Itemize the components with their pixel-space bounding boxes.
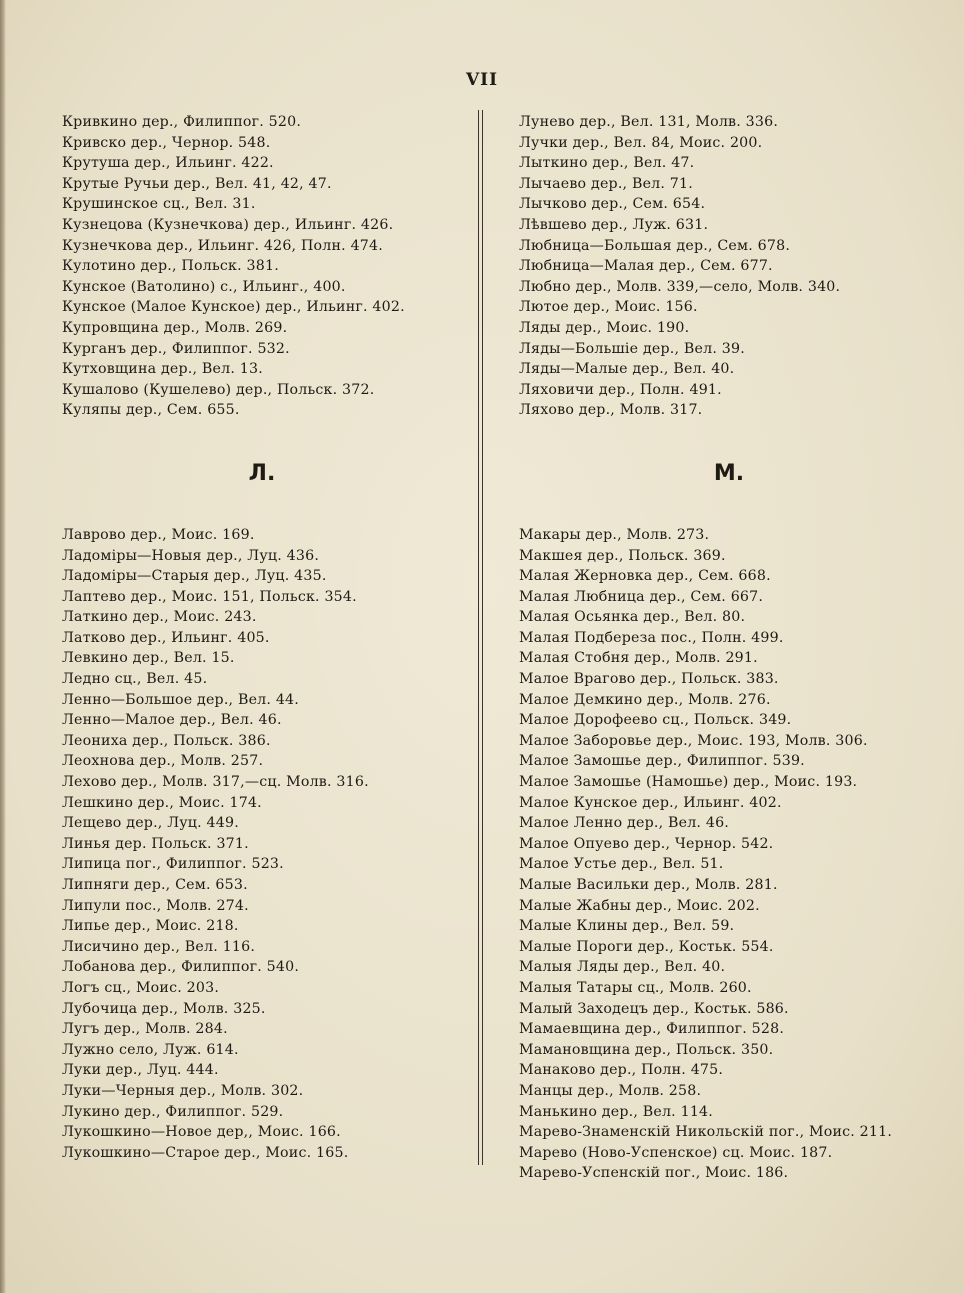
- index-entry: Ляхово дер., Молв. 317.: [519, 402, 703, 419]
- index-entry: Лычково дер., Сем. 654.: [519, 196, 706, 213]
- index-entry: Малое Демкино дер., Молв. 276.: [519, 691, 771, 708]
- index-entry: Крутуша дер., Ильинг. 422.: [62, 155, 274, 172]
- index-entry: Кунское (Малое Кунское) дер., Ильинг. 402.: [62, 299, 405, 316]
- right-column: [519, 112, 939, 1184]
- index-entry: Ленно—Малое дер., Вел. 46.: [62, 712, 282, 729]
- index-entry: Лугъ дер., Молв. 284.: [62, 1021, 228, 1038]
- index-entry: Кунское (Ватолино) с., Ильинг., 400.: [62, 278, 346, 295]
- index-entry: Малая Любница дер., Сем. 667.: [519, 588, 764, 605]
- index-entry: Ляховичи дер., Полн. 491.: [519, 381, 722, 398]
- index-entry: Крушинское сц., Вел. 31.: [62, 196, 256, 213]
- index-entry: Лешкино дер., Моис. 174.: [62, 794, 262, 811]
- index-entry: Любница—Малая дер., Сем. 677.: [519, 258, 773, 275]
- index-entry: Курганъ дер., Филиппог. 532.: [62, 340, 290, 357]
- index-entry: Лѣвшево дер., Луж. 631.: [519, 216, 709, 233]
- index-entry: Ляды дер., Моис. 190.: [519, 319, 690, 336]
- section-heading-m: М.: [713, 460, 745, 486]
- index-entry: Манцы дер., Молв. 258.: [519, 1082, 702, 1099]
- index-entry: Липняги дер., Сем. 653.: [62, 877, 248, 893]
- index-entry: Манаково дер., Полн. 475.: [519, 1062, 724, 1079]
- index-entry: Кутховщина дер., Вел. 13.: [62, 361, 263, 378]
- index-entry: Малая Жерновка дер., Сем. 668.: [519, 568, 771, 585]
- index-entry: Лукошкино—Новое дер,, Моис. 166.: [62, 1124, 341, 1141]
- index-entry: Кушалово (Кушелево) дер., Польск. 372.: [62, 381, 375, 398]
- index-entry: Лютое дер., Моис. 156.: [519, 299, 698, 316]
- page-number: VII: [465, 70, 499, 90]
- index-entry: Ленно—Большое дер., Вел. 44.: [62, 691, 299, 708]
- index-entry: Лехово дер., Молв. 317,—сц. Молв. 316.: [62, 774, 369, 791]
- index-entry: Ледно сц., Вел. 45.: [62, 671, 208, 688]
- left-entries-bottom: [62, 525, 462, 1163]
- section-heading-l: Л.: [248, 460, 276, 486]
- page-binding-shadow: [0, 0, 6, 1293]
- index-entry: Лаптево дер., Моис. 151, Польск. 354.: [62, 588, 357, 605]
- index-entry: Малое Дорофеево сц., Польск. 349.: [519, 712, 792, 729]
- index-entry: Малое Замошье (Намошье) дер., Моис. 193.: [519, 774, 858, 791]
- index-entry: Латково дер., Ильинг. 405.: [62, 629, 270, 646]
- index-entry: Малые Клины дер., Вел. 59.: [519, 918, 735, 935]
- index-entry: Мамаевщина дер., Филиппог. 528.: [519, 1021, 785, 1038]
- index-entry: Леониха дер., Польск. 386.: [62, 732, 271, 749]
- index-entry: Манькино дер., Вел. 114.: [519, 1103, 713, 1120]
- index-entry: Малое Ленно дер., Вел. 46.: [519, 815, 730, 832]
- index-entry: Мамановщина дер., Польск. 350.: [519, 1041, 774, 1058]
- column-divider-line: [478, 110, 479, 1165]
- index-entry: Лубочица дер., Молв. 325.: [62, 1000, 266, 1017]
- index-entry: Любница—Большая дер., Сем. 678.: [519, 237, 791, 254]
- index-entry: Малый Заходецъ дер., Костьк. 586.: [519, 1000, 789, 1017]
- index-entry: Луки дер., Луц. 444.: [62, 1062, 219, 1079]
- index-entry: Малые Жабны дер., Моис. 202.: [519, 897, 760, 914]
- left-entries-top: [62, 112, 462, 421]
- index-entry: Любно дер., Молв. 339,—село, Молв. 340.: [519, 278, 841, 295]
- index-entry: Марево (Ново-Успенское) сц. Моис. 187.: [519, 1144, 833, 1161]
- index-entry: Макары дер., Молв. 273.: [519, 526, 710, 543]
- index-entry: Ляды—Малые дер., Вел. 40.: [519, 361, 735, 378]
- index-entry: Ладоміры—Новыя дер., Луц. 436.: [62, 547, 320, 564]
- index-entry: Малая Осьянка дер., Вел. 80.: [519, 609, 746, 626]
- index-entry: Линья дер. Польск. 371.: [62, 835, 249, 852]
- index-entry: Лаврово дер., Моис. 169.: [62, 526, 255, 543]
- index-entry: Лукино дер., Филиппог. 529.: [62, 1103, 284, 1120]
- index-entry: Марево-Успенскій пог., Моис. 186.: [519, 1165, 789, 1182]
- index-entry: Малое Кунское дер., Ильинг. 402.: [519, 794, 782, 811]
- index-entry: Кузнецова (Кузнечкова) дер., Ильинг. 426.: [62, 216, 394, 233]
- column-divider-line-second: [482, 110, 483, 1165]
- index-entry: Лучки дер., Вел. 84, Моис. 200.: [519, 134, 763, 151]
- index-entry: Левкино дер., Вел. 15.: [62, 650, 235, 667]
- left-column: [62, 112, 462, 1163]
- index-entry: Куляпы дер., Сем. 655.: [62, 402, 240, 419]
- index-entry: Малыя Татары сц., Молв. 260.: [519, 979, 752, 996]
- index-entry: Ладоміры—Старыя дер., Луц. 435.: [62, 568, 327, 585]
- index-entry: Лукошкино—Старое дер., Моис. 165.: [62, 1144, 349, 1161]
- index-entry: Малыя Ляды дер., Вел. 40.: [519, 959, 726, 976]
- index-entry: Крутые Ручьи дер., Вел. 41, 42, 47.: [62, 175, 332, 192]
- index-entry: Лычаево дер., Вел. 71.: [519, 175, 693, 192]
- index-entry: Малое Врагово дер., Польск. 383.: [519, 671, 779, 688]
- right-entries-top: [519, 112, 939, 421]
- index-entry: Ляды—Большіе дер., Вел. 39.: [519, 340, 745, 357]
- index-entry: Кузнечкова дер., Ильинг. 426, Полн. 474.: [62, 237, 383, 254]
- index-entry: Кулотино дер., Польск. 381.: [62, 258, 279, 275]
- index-entry: Лисичино дер., Вел. 116.: [62, 938, 256, 955]
- index-entry: Малая Стобня дер., Молв. 291.: [519, 650, 758, 667]
- index-entry: Марево-Знаменскій Никольскій пог., Моис. 211.: [519, 1124, 893, 1141]
- index-entry: Леохнова дер., Молв. 257.: [62, 753, 264, 770]
- index-entry: Купровщина дер., Молв. 269.: [62, 319, 288, 336]
- index-entry: Липье дер., Моис. 218.: [62, 918, 239, 935]
- index-entry: Лещево дер., Луц. 449.: [62, 815, 239, 832]
- index-entry: Малые Васильки дер., Молв. 281.: [519, 877, 778, 893]
- right-entries-bottom: [519, 525, 939, 1184]
- index-entry: Луки—Черныя дер., Молв. 302.: [62, 1082, 304, 1099]
- index-entry: Малые Пороги дер., Костьк. 554.: [519, 938, 774, 955]
- index-entry: Малая Подбереза пос., Полн. 499.: [519, 629, 784, 646]
- index-entry: Кривкино дер., Филиппог. 520.: [62, 114, 302, 130]
- index-entry: Липица пог., Филиппог. 523.: [62, 856, 284, 873]
- index-entry: Липули пос., Молв. 274.: [62, 897, 249, 914]
- index-entry: Малое Опуево дер., Чернор. 542.: [519, 835, 774, 852]
- index-entry: Малое Замошье дер., Филиппог. 539.: [519, 753, 805, 770]
- index-entry: Малое Заборовье дер., Моис. 193, Молв. 306.: [519, 732, 868, 749]
- index-entry: Лобанова дер., Филиппог. 540.: [62, 959, 300, 976]
- index-entry: Малое Устье дер., Вел. 51.: [519, 856, 724, 873]
- index-entry: Кривско дер., Чернор. 548.: [62, 134, 271, 151]
- index-entry: Макшея дер., Польск. 369.: [519, 547, 726, 564]
- index-entry: Лунево дер., Вел. 131, Молв. 336.: [519, 114, 779, 130]
- index-entry: Лужно село, Луж. 614.: [62, 1041, 239, 1058]
- index-entry: Лыткино дер., Вел. 47.: [519, 155, 695, 172]
- index-entry: Латкино дер., Моис. 243.: [62, 609, 257, 626]
- index-entry: Логъ сц., Моис. 203.: [62, 979, 220, 996]
